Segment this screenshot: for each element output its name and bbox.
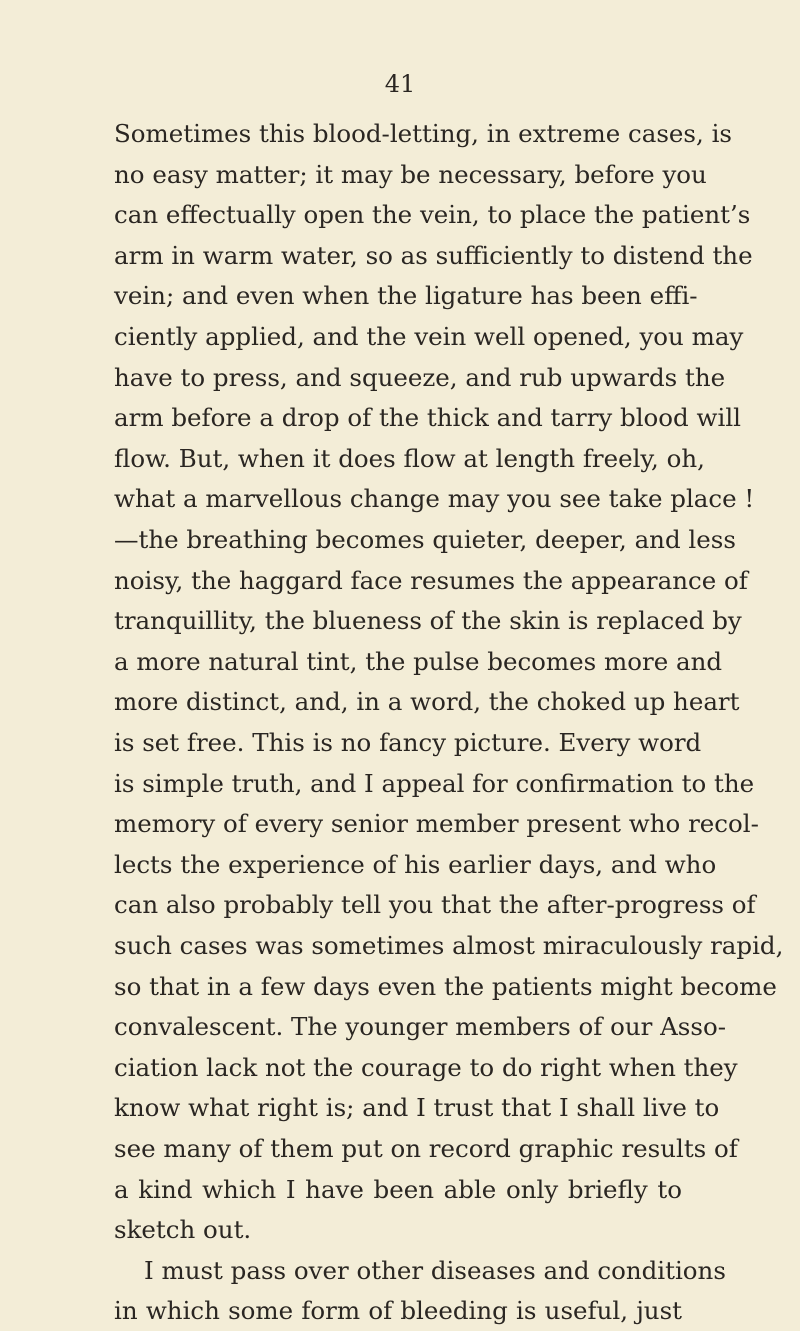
paragraph-start-line: I must pass over other diseases and conditions — [144, 1255, 726, 1285]
text-line: ciation lack not the courage to do right when they — [114, 1052, 738, 1082]
text-line: is simple truth, and I appeal for confirmation to the — [114, 768, 755, 798]
text-line: noisy, the haggard face resumes the appearance of — [114, 565, 748, 595]
text-line: what a marvellous change may you see take place ! — [114, 484, 755, 514]
text-line: ciently applied, and the vein well opened, you may — [114, 322, 744, 351]
text-line: in which some form of bleeding is useful, just — [114, 1296, 682, 1326]
text-line: a kind which I have been able only briefly to — [114, 1174, 682, 1204]
text-line: sketch out. — [114, 1215, 252, 1245]
text-line: such cases was sometimes almost miraculously rapid, — [114, 931, 784, 960]
text-line: Sometimes this blood-letting, in extreme cases, is — [114, 119, 732, 148]
text-line: is set free. This is no fancy picture. Every word — [114, 728, 702, 757]
text-line: a more natural tint, the pulse becomes more and — [114, 646, 723, 676]
text-line: have to press, and squeeze, and rub upwards the — [114, 362, 726, 392]
text-line: can also probably tell you that the after-progress of — [114, 890, 756, 920]
text-line: know what right is; and I trust that I shall live to — [114, 1093, 720, 1123]
text-line: vein; and even when the ligature has been effi- — [114, 281, 698, 311]
text-line: arm before a drop of the thick and tarry blood will — [114, 403, 742, 433]
text-line: more distinct, and, in a word, the choked up heart — [114, 687, 740, 717]
text-line: flow. But, when it does flow at length freely, oh, — [114, 443, 705, 473]
text-line: convalescent. The younger members of our Asso- — [114, 1012, 726, 1042]
text-line: arm in warm water, so as sufficiently to distend the — [114, 240, 753, 270]
text-line: —the breathing becomes quieter, deeper, and less — [114, 525, 736, 554]
text-line: no easy matter; it may be necessary, before you — [114, 159, 707, 189]
text-line: memory of every senior member present who recol- — [114, 809, 759, 839]
text-line: can effectually open the vein, to place the patient’s — [114, 200, 751, 230]
text-line: so that in a few days even the patients might become — [114, 971, 777, 1001]
text-line: tranquillity, the blueness of the skin is replaced by — [114, 606, 742, 636]
text-line: see many of them put on record graphic results of — [114, 1134, 738, 1163]
page-number: 41 — [384, 70, 416, 98]
text-line: lects the experience of his earlier days, and who — [114, 849, 717, 879]
